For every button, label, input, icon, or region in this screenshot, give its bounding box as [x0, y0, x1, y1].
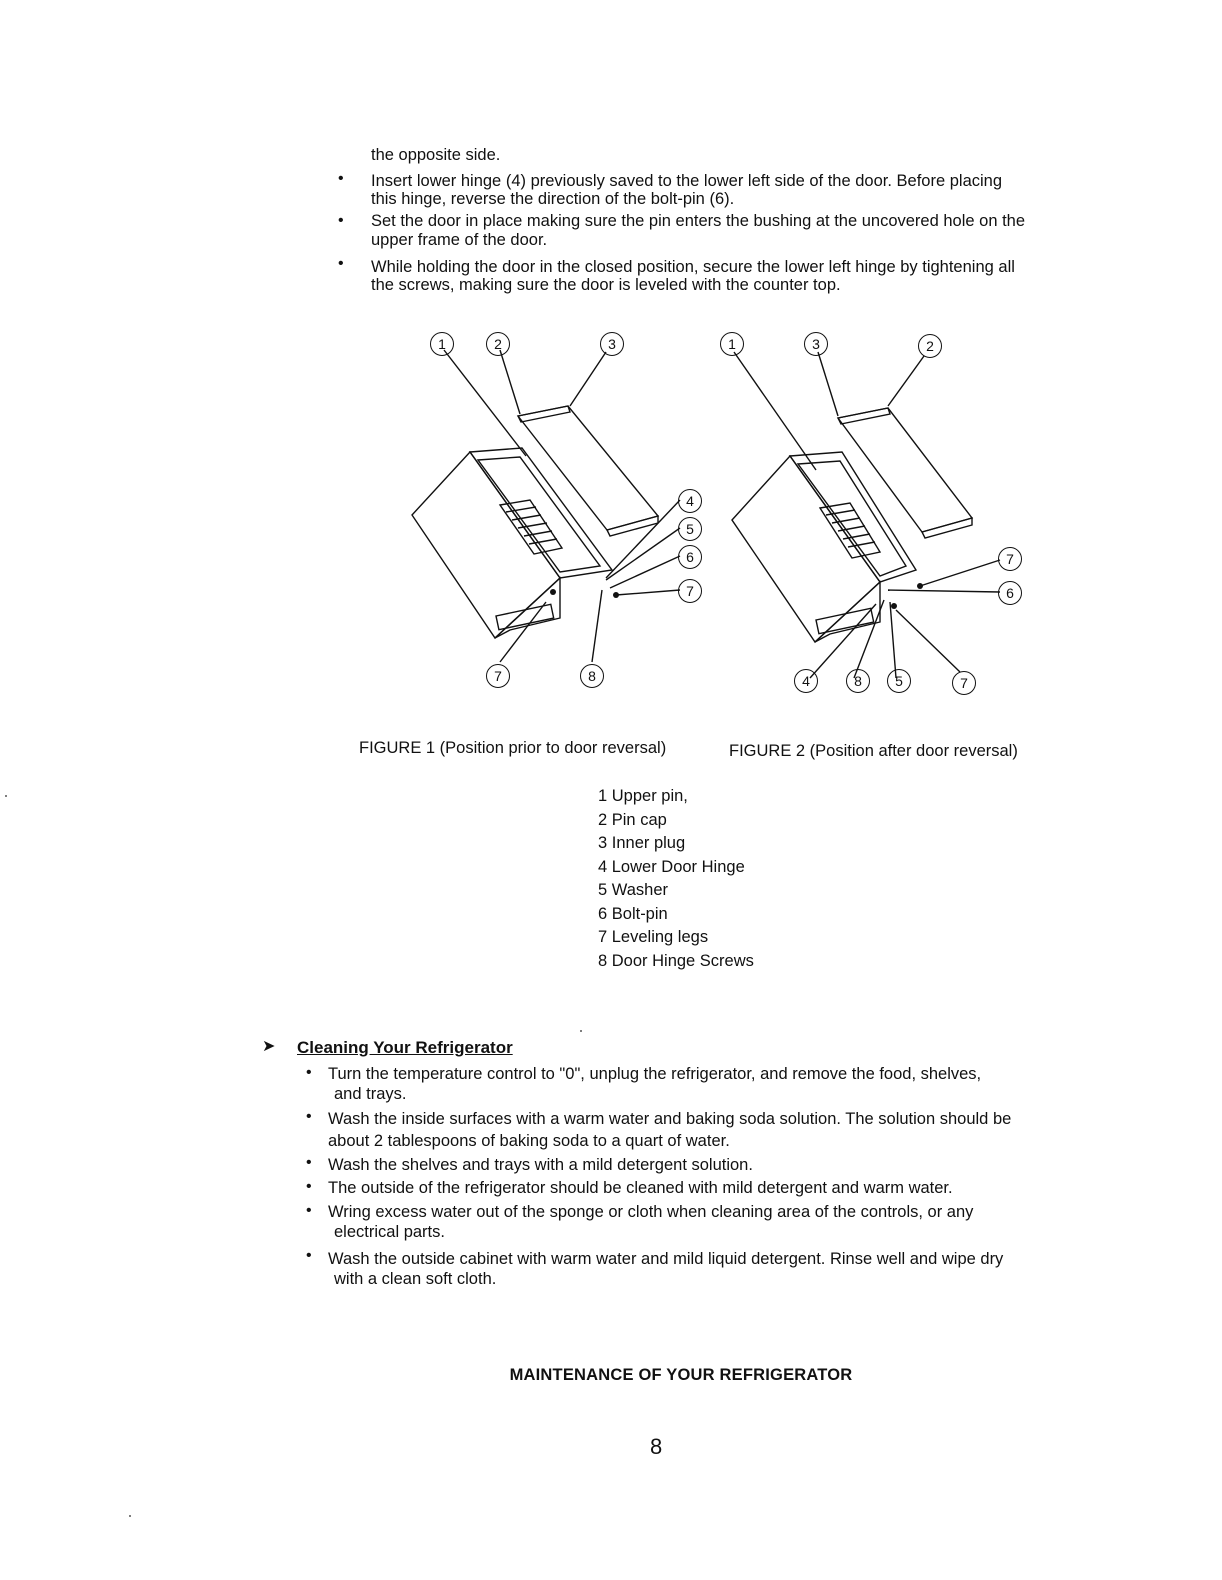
fridge-opening — [470, 448, 612, 578]
cleaning-heading: Cleaning Your Refrigerator — [297, 1038, 513, 1057]
callout-circle: 1 — [720, 332, 744, 356]
bullet-line: Set the door in place making sure the pin enters the bushing at the uncovered hole on the — [371, 212, 1026, 230]
bullet-dot: • — [338, 212, 344, 229]
bullet-line: Wash the outside cabinet with warm water and mild liquid detergent. Rinse well and wipe dry — [328, 1250, 1004, 1268]
callout-circle: 4 — [794, 669, 818, 693]
bullet-dot: • — [306, 1247, 312, 1264]
page-number: 8 — [650, 1434, 663, 1459]
bullet-line: The outside of the refrigerator should be cleaned with mild detergent and warm water. — [328, 1179, 953, 1197]
door-top-edge — [518, 406, 570, 422]
scan-speck — [129, 1515, 131, 1517]
bullet-dot: • — [306, 1178, 312, 1195]
parts-list-item: 5 Washer — [598, 881, 668, 899]
figure2-drawing — [720, 320, 1020, 700]
callout-circle: 2 — [486, 332, 510, 356]
bullet-line: the screws, making sure the door is leveled with the counter top. — [371, 276, 841, 294]
callout-circle: 7 — [998, 547, 1022, 571]
parts-list-item: 6 Bolt-pin — [598, 904, 668, 923]
callout-circle: 3 — [600, 332, 624, 356]
fridge-opening — [790, 452, 916, 582]
bullet-line: Wash the shelves and trays with a mild detergent solution. — [328, 1156, 753, 1174]
bullet-line: upper frame of the door. — [371, 231, 548, 249]
callout-circle: 5 — [678, 517, 702, 541]
door-top-edge — [838, 408, 890, 424]
callout-circle: 4 — [678, 489, 702, 513]
figure2-caption: FIGURE 2 (Position after door reversal) — [729, 742, 1018, 760]
bullet-dot: • — [338, 170, 344, 187]
parts-list-item: 4 Lower Door Hinge — [598, 857, 745, 876]
parts-list-item: 7 Leveling legs — [598, 928, 709, 946]
callout-circle: 5 — [887, 669, 911, 693]
callout-circle: 8 — [846, 669, 870, 693]
door-panel — [518, 406, 658, 530]
bullet-line: While holding the door in the closed position, secure the lower left hinge by tightening all — [371, 258, 1015, 276]
door-bottom-edge — [607, 516, 658, 536]
bullet-line: Turn the temperature control to "0", unplug the refrigerator, and remove the food, shelves, — [328, 1065, 982, 1083]
bullet-line: this hinge, reverse the direction of the bolt-pin (6). — [371, 190, 735, 208]
callout-circle: 6 — [998, 581, 1022, 605]
parts-list-item: 2 Pin cap — [598, 810, 667, 829]
figure1-caption: FIGURE 1 (Position prior to door reversal) — [359, 739, 667, 757]
footer-section-title: MAINTENANCE OF YOUR REFRIGERATOR — [509, 1366, 853, 1384]
callout-circle: 7 — [678, 579, 702, 603]
parts-list-item: 1 Upper pin, — [598, 787, 688, 805]
door-panel — [838, 408, 972, 532]
parts-list-item: 3 Inner plug — [598, 834, 686, 852]
bullet-dot: • — [338, 255, 344, 272]
callout-circle: 6 — [678, 545, 702, 569]
bullet-dot: • — [306, 1154, 312, 1171]
door-bottom-edge — [922, 518, 972, 538]
parts-list — [598, 785, 754, 973]
bullet-line: and trays. — [334, 1085, 407, 1103]
continuation-text: the opposite side. — [371, 146, 501, 164]
bullet-dot: • — [306, 1064, 312, 1081]
fridge-inner-liner — [798, 461, 906, 576]
scan-speck — [580, 1030, 582, 1032]
bullet-line: Insert lower hinge (4) previously saved to the lower left side of the door. Before placing — [371, 172, 1003, 190]
fridge-side-panel — [732, 456, 880, 642]
fridge-side-panel — [412, 452, 560, 638]
bullet-line: electrical parts. — [334, 1223, 445, 1241]
bullet-line: Wash the inside surfaces with a warm water and baking soda solution. The solution should be — [328, 1110, 1012, 1128]
bullet-line: about 2 tablespoons of baking soda to a quart of water. — [328, 1132, 730, 1150]
callout-circle: 7 — [486, 664, 510, 688]
figure1-drawing — [400, 320, 720, 700]
bullet-dot: • — [306, 1202, 312, 1219]
arrowhead-bullet-icon: ➤ — [262, 1038, 276, 1055]
callout-circle: 7 — [952, 671, 976, 695]
parts-list-item: 8 Door Hinge Screws — [598, 951, 754, 970]
bullet-line: Wring excess water out of the sponge or cloth when cleaning area of the controls, or any — [328, 1203, 974, 1221]
scan-speck — [5, 795, 7, 797]
callout-circle: 1 — [430, 332, 454, 356]
callout-circle: 8 — [580, 664, 604, 688]
bullet-dot: • — [306, 1108, 312, 1125]
callout-circle: 3 — [804, 332, 828, 356]
callout-circle: 2 — [918, 334, 942, 358]
bullet-line: with a clean soft cloth. — [334, 1270, 497, 1288]
